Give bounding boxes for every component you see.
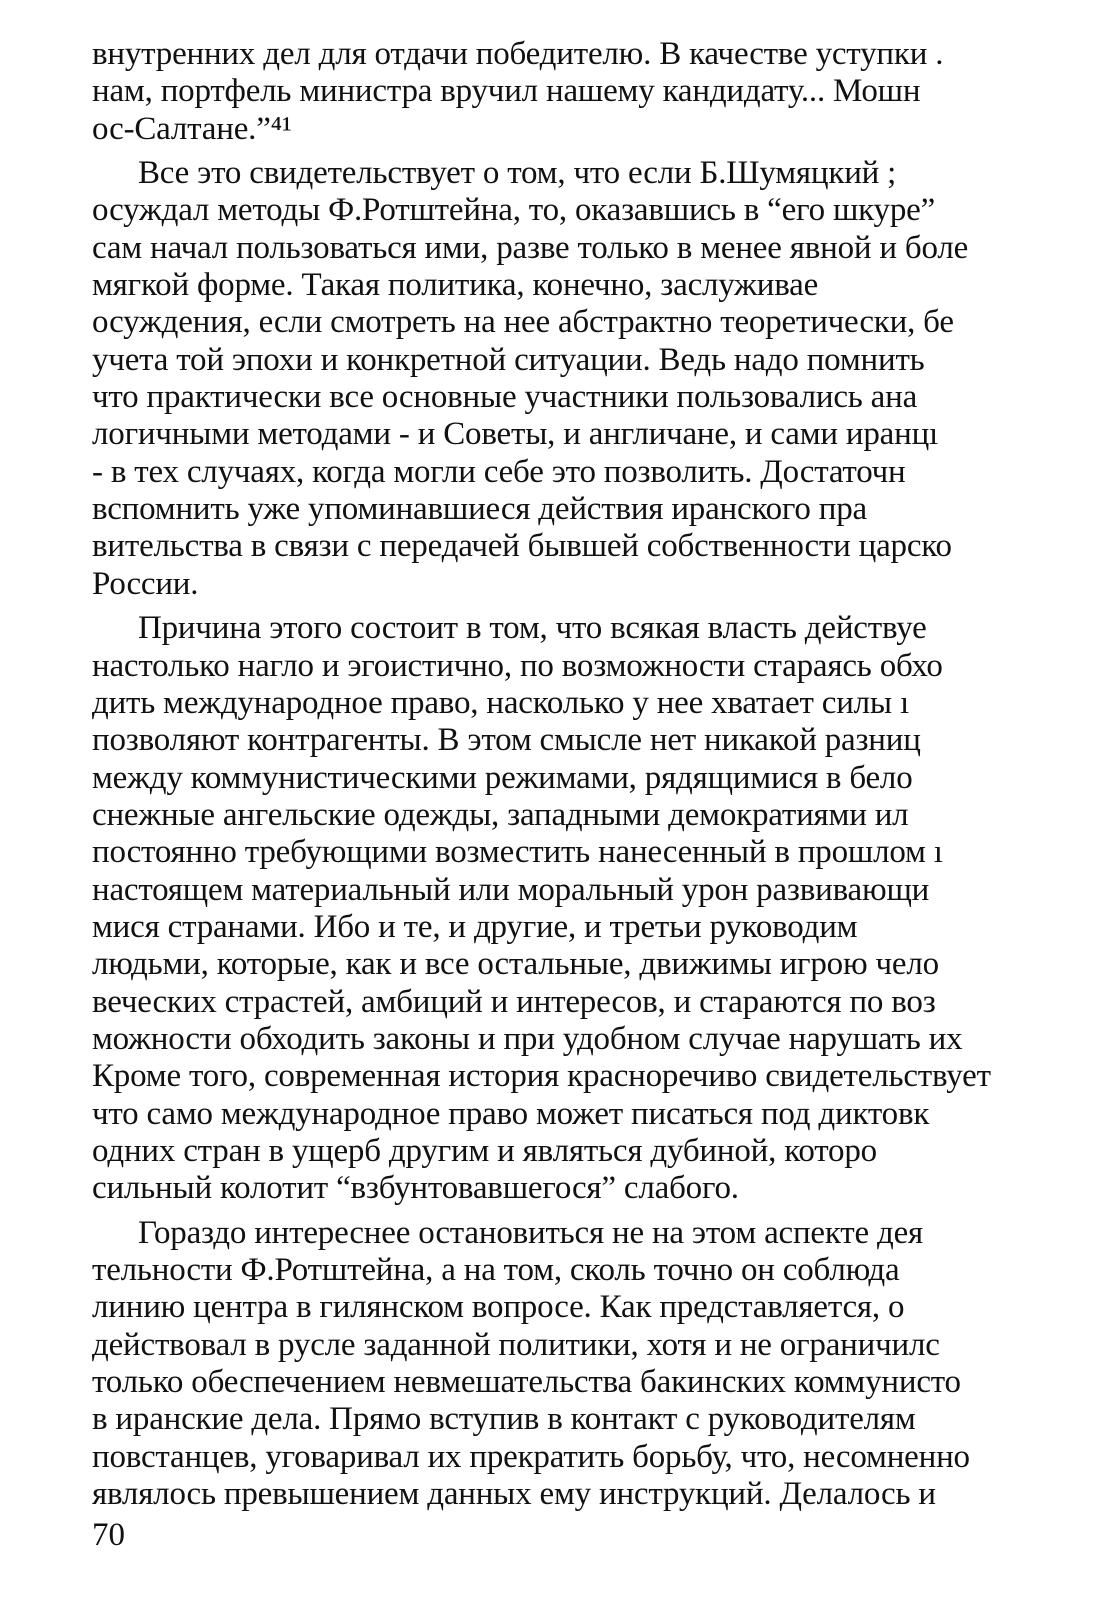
text-line-27: можности обходить законы и при удобном случае нарушать их (92, 1020, 963, 1057)
paragraph-start-line-16: Причина этого состоит в том, что всякая власть действуе (138, 610, 927, 647)
paragraph-start-line-32: Гораздо интереснее остановиться не на этом аспекте дея (138, 1214, 924, 1251)
text-line-6: сам начал пользоваться ими, разве только в менее явной и боле (92, 229, 969, 266)
text-line-7: мягкой форме. Такая политика, конечно, заслуживае (92, 267, 819, 304)
text-line-5: осуждал методы Ф.Ротштейна, то, оказавшись в “его шкуре” (92, 192, 936, 229)
text-line-17: настолько нагло и эгоистично, по возможности стараясь обхо (92, 647, 943, 684)
text-line-25: людьми, которые, как и все остальные, движимы игрою чело (92, 946, 939, 983)
text-line-13: вспомнить уже упоминавшиеся действия иранского пра (92, 491, 867, 528)
text-line-34: линию центра в гилянском вопросе. Как представляется, о (92, 1289, 905, 1326)
text-line-38: повстанцев, уговаривал их прекратить борьбу, что, несомненно (92, 1438, 970, 1475)
text-line-23: настоящем материальный или моральный урон развивающи (92, 871, 930, 908)
text-line-18: дить международное право, насколько у нее хватает силы ı (92, 684, 909, 721)
text-line-26: веческих страстей, амбиций и интересов, и стараются по воз (92, 983, 936, 1020)
text-line-28: Кроме того, современная история красноречиво свидетельствует (92, 1058, 991, 1095)
text-line-36: только обеспечением невмешательства бакинских коммунисто (92, 1364, 961, 1401)
text-line-19: позволяют контрагенты. В этом смысле нет никакой разниц (92, 722, 921, 759)
text-line-12: - в тех случаях, когда могли себе это позволить. Достаточн (92, 453, 906, 490)
text-line-33: тельности Ф.Ротштейна, а на том, сколь точно он соблюда (92, 1252, 900, 1288)
paragraph-start-line-4: Все это свидетельствует о том, что если Б.Шумяцкий ; (138, 155, 897, 192)
text-line-20: между коммунистическими режимами, рядящимися в бело (92, 759, 913, 796)
text-line-14: вительства в связи с передачей бывшей собственности царско (92, 528, 952, 565)
text-line-11: логичными методами - и Советы, и англичане, и сами иранцı (92, 416, 939, 453)
text-line-8: осуждения, если смотреть на нее абстрактно теоретически, бе (92, 304, 954, 341)
text-line-15: России. (92, 565, 199, 602)
text-line-1: внутренних дел для отдачи победителю. В качестве уступки . (92, 36, 944, 72)
text-line-22: постоянно требующими возместить нанесенный в прошлом ı (92, 834, 943, 871)
text-line-30: одних стран в ущерб другим и являться дубиной, которо (92, 1132, 877, 1169)
text-line-2: нам, портфель министра вручил нашему кандидату... Мошн (92, 73, 921, 110)
body-text (92, 36, 1103, 1513)
text-line-39: являлось превышением данных ему инструкций. Делалось и (92, 1476, 936, 1513)
text-line-24: мися странами. Ибо и те, и другие, и третьи руководим (92, 908, 858, 945)
text-line-37: в иранские дела. Прямо вступив в контакт с руководителям (92, 1401, 916, 1438)
text-line-35: действовал в русле заданной политики, хотя и не ограничилс (92, 1326, 940, 1363)
text-line-9: учета той эпохи и конкретной ситуации. Ведь надо помнить (92, 341, 925, 378)
text-line-10: что практически все основные участники пользовались ана (92, 379, 918, 416)
text-line-21: снежные ангельские одежды, западными демократиями ил (92, 796, 909, 833)
text-line-29: что само международное право может писаться под диктовк (92, 1095, 930, 1132)
text-line-3: ос-Салтане.”⁴¹ (92, 110, 292, 147)
page-number: 70 (92, 1517, 125, 1553)
text-line-31: сильный колотит “взбунтовавшегося” слабого. (92, 1170, 739, 1207)
